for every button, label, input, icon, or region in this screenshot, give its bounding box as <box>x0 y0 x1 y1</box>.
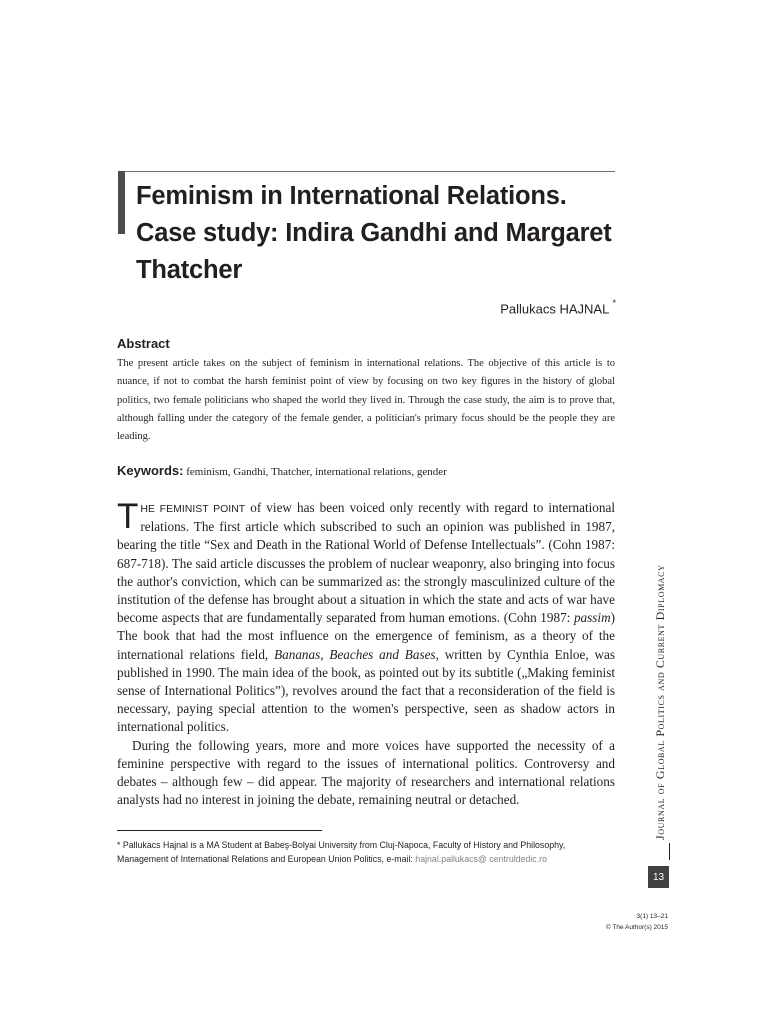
body-text-segment: ) The book that had the most influence on the emergence of feminism, as a theory of the international relations field, <box>117 610 615 662</box>
keywords-label: Keywords: <box>117 463 184 478</box>
body-text-segment: of view has been voiced only recently with regard to international relations. The first article which subscribed to such an opinion was published in 1987, bearing the title “Sex and Death in the Rational World of Defense Intellectuals”. (Cohn 1987: 687-718). The said article discusses the problem of nuclear weaponry, also bringing into focus the author's conviction, which can be summarized as: the strongly masculinized culture of the institution of the defense has brought about a situation in which the state and acts of war have become aspects that are fundamentally separated from human emotions. (Cohn 1987: <box>117 500 615 626</box>
abstract-text: The present article takes on the subject of feminism in international relations. The objective of this article is to nuance, if not to combat the harsh feminist point of view by focusing on two key figures in the history of global politics, two female politicians who shaped the world they lived in. Through the case study, the aim is to prove that, although falling under the category of the female gender, a politician's primary focus should be the people they are leading. <box>117 358 615 443</box>
footnote-rule <box>117 830 322 831</box>
author-name: Pallukacs HAJNAL <box>500 301 609 317</box>
footnote <box>117 838 615 866</box>
title-accent-bar <box>118 171 125 234</box>
footnote-email-link[interactable]: hajnal.pallukacs@ centruldedic.ro <box>415 854 547 864</box>
body-text-segment: , written by Cynthia Enloe, was published in 1990. The main idea of the book, as pointed out by its subtitle („Making feminist sense of International Politics”), revolves around the fact that a reconsideration of the field is necessary, paying special attention to the women's perspective, seen as shadow actors in international politics. <box>117 646 615 735</box>
footnote-text: * Pallukacs Hajnal is a MA Student at Babeş-Bolyai University from Cluj-Napoca, Faculty of History and Philosophy, Management of International Relations and European Union Politics, e-mail: <box>117 840 566 864</box>
drop-cap: T <box>117 497 139 536</box>
abstract-heading: Abstract <box>117 336 170 351</box>
title-top-rule <box>118 171 615 172</box>
author-footnote-mark[interactable]: * <box>612 298 616 308</box>
journal-name-vertical: Journal of Global Politics and Current Diplomacy <box>653 564 667 840</box>
copyright: © The Author(s) 2015 <box>605 924 668 931</box>
issue-meta <box>606 911 668 933</box>
keywords <box>117 463 615 478</box>
lead-in: HE FEMINIST POINT <box>140 503 246 515</box>
body-italic-passim: passim <box>573 610 611 626</box>
issue-info: 3(1) 13–21 <box>636 913 668 920</box>
body-italic-book-title: Bananas, Beaches and Bases <box>274 646 436 662</box>
side-rule <box>669 843 670 860</box>
keywords-list: feminism, Gandhi, Thatcher, international relations, gender <box>186 466 447 478</box>
author-line <box>500 300 616 316</box>
article-title: Feminism in International Relations. Case study: Indira Gandhi and Margaret Thatcher <box>136 182 612 284</box>
body-paragraph-2: During the following years, more and more voices have supported the necessity of a feminine perspective with regard to the issues of international politics. Controversy and debates – although few – did appear. The majority of researchers and international relations analysts had no interest in joining the debate, remaining neutral or detached. <box>117 737 615 808</box>
article-body <box>117 499 615 809</box>
body-paragraph-1 <box>117 499 615 737</box>
page-number: 13 <box>648 866 669 888</box>
